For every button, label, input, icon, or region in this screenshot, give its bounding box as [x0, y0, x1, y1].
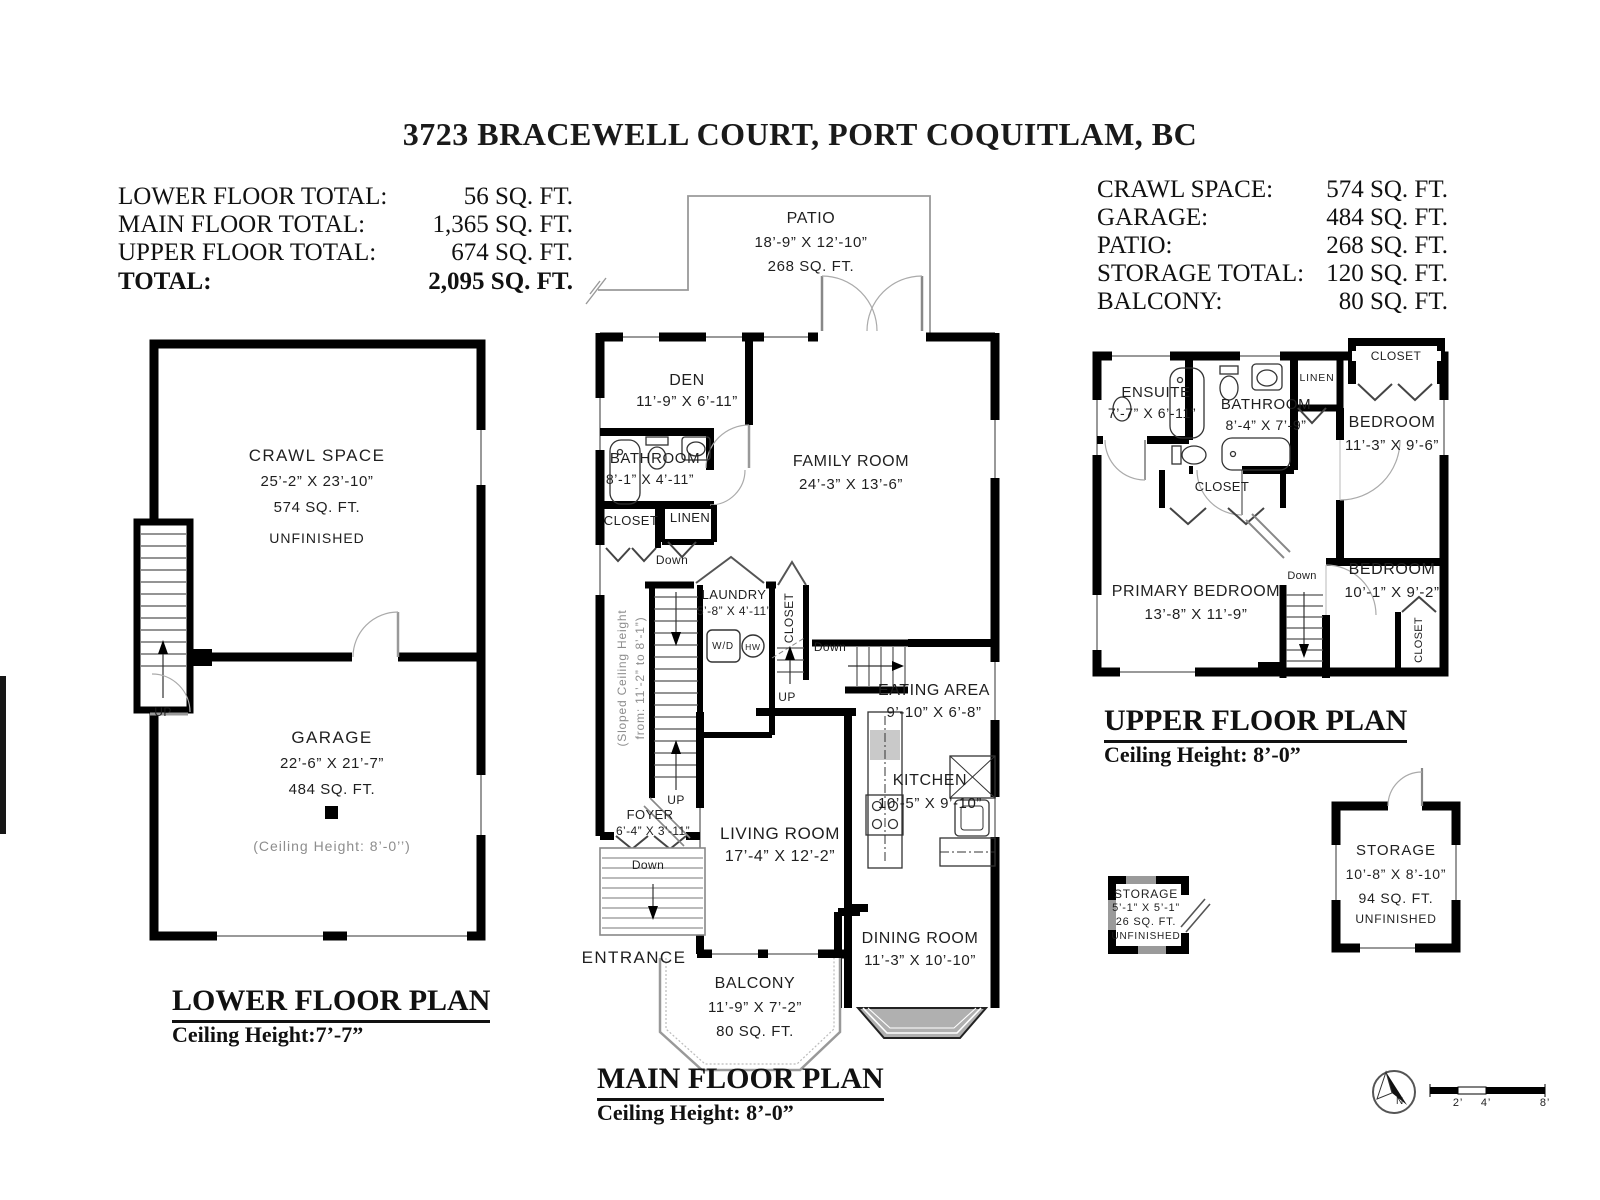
- bedroom2-dims: 10’-1” X 9’-2”: [1344, 584, 1440, 601]
- summary-row-label: BALCONY:: [1097, 288, 1223, 315]
- foyer-label: FOYER: [626, 807, 674, 822]
- main-plan-ceiling: Ceiling Height: 8’-0”: [597, 1100, 794, 1125]
- entrance-label: ENTRANCE: [581, 948, 687, 967]
- stairs-down-label: Down: [655, 553, 689, 567]
- hall-closet-label: CLOSET: [782, 592, 796, 644]
- compass-icon: [1373, 1071, 1415, 1113]
- dining-room-dims: 11’-3” X 10’-10”: [864, 952, 976, 969]
- br-closet-label: CLOSET: [1413, 617, 1425, 663]
- garage-area: 484 SQ. FT.: [288, 781, 376, 798]
- foyer-dims: 6’-4” X 3’-11”: [615, 824, 691, 838]
- patio-area: 268 SQ. FT.: [767, 258, 855, 275]
- main-plan-title: MAIN FLOOR PLAN: [597, 1062, 884, 1101]
- garage-label: GARAGE: [291, 728, 373, 747]
- hall-up-label: UP: [778, 690, 796, 704]
- summary-row-label: TOTAL:: [118, 268, 212, 295]
- summary-row-label: UPPER FLOOR TOTAL:: [118, 239, 377, 266]
- storage-large-label: STORAGE: [1355, 842, 1437, 859]
- summary-row-value: 674 SQ. FT.: [451, 239, 573, 266]
- scale-bar-icon: [1430, 1084, 1545, 1097]
- living-room-label: LIVING ROOM: [720, 824, 840, 843]
- laundry-dims: 5’-8” X 4’-11”: [696, 604, 772, 618]
- summary-row-value: 56 SQ. FT.: [463, 183, 573, 210]
- kitchen-dims: 10’-5” X 9’-10”: [877, 795, 983, 812]
- scale-2ft-label: 2’: [1452, 1097, 1464, 1109]
- eating-area-dims: 9’-10” X 6’-8”: [886, 704, 982, 721]
- ensuite-dims: 7’-7” X 6’-11”: [1107, 405, 1197, 421]
- summary-row-label: LOWER FLOOR TOTAL:: [118, 183, 388, 210]
- top-closet-label: CLOSET: [1370, 349, 1422, 363]
- scale-4ft-label: 4’: [1480, 1097, 1492, 1109]
- lower-plan-ceiling: Ceiling Height:7’-7”: [172, 1022, 364, 1047]
- page-title: 3723 BRACEWELL COURT, PORT COQUITLAM, BC: [402, 116, 1198, 152]
- den-dims: 11’-9” X 6’-11”: [636, 393, 738, 410]
- patio-outline: [586, 196, 930, 333]
- sloped-ceiling-note-2: from: 11’-2” to 8’-1”): [633, 616, 647, 740]
- hot-water-label: HW: [745, 642, 761, 652]
- summary-row-label: MAIN FLOOR TOTAL:: [118, 211, 366, 238]
- summary-row-value: 1,365 SQ. FT.: [432, 211, 573, 238]
- entrance-down-label: Down: [631, 858, 665, 872]
- storage-small-dims: 5’-1” X 5’-1”: [1112, 902, 1180, 914]
- upper-plan-ceiling: Ceiling Height: 8’-0”: [1104, 742, 1301, 767]
- summary-row-label: CRAWL SPACE:: [1097, 176, 1274, 203]
- bedroom2-label: BEDROOM: [1348, 561, 1436, 578]
- summary-row-label: GARAGE:: [1097, 204, 1209, 231]
- lower-up-label: UP: [154, 705, 172, 719]
- storage-small-area: 26 SQ. FT.: [1115, 916, 1177, 928]
- summary-row-value: 484 SQ. FT.: [1326, 204, 1448, 231]
- sloped-ceiling-note-1: (Sloped Ceiling Height: [615, 609, 629, 747]
- kitchen-label: KITCHEN: [892, 772, 968, 789]
- upper-bathroom-label: BATHROOM: [1220, 396, 1312, 413]
- storage-large-area: 94 SQ. FT.: [1358, 890, 1434, 906]
- lower-plan-title: LOWER FLOOR PLAN: [172, 984, 490, 1023]
- garage-dims: 22’-6” X 21’-7”: [279, 755, 385, 772]
- patio-dims: 18’-9” X 12’-10”: [754, 234, 868, 251]
- eating-area-label: EATING AREA: [877, 682, 991, 699]
- main-linen-label: LINEN: [669, 510, 711, 525]
- side-down-label: Down: [813, 640, 847, 654]
- storage-small-label: STORAGE: [1113, 887, 1179, 901]
- patio-label: PATIO: [786, 210, 836, 227]
- crawl-space-dims: 25’-2” X 23’-10”: [260, 473, 374, 490]
- summary-row-value: 574 SQ. FT.: [1326, 176, 1448, 203]
- summary-row-value: 120 SQ. FT.: [1326, 260, 1448, 287]
- storage-large-note: UNFINISHED: [1355, 912, 1437, 926]
- bedroom1-dims: 11’-3” X 9’-6”: [1345, 437, 1439, 454]
- family-room-dims: 24’-3” X 13’-6”: [798, 476, 904, 493]
- ensuite-label: ENSUITE: [1121, 384, 1191, 401]
- washer-dryer-label: W/D: [712, 641, 734, 652]
- den-label: DEN: [669, 372, 705, 389]
- storage-large-dims: 10’-8” X 8’-10”: [1345, 866, 1447, 882]
- hall-up-stairs: [777, 646, 804, 684]
- crawl-space-label: CRAWL SPACE: [248, 446, 386, 465]
- bedroom1-label: BEDROOM: [1348, 414, 1436, 431]
- family-room-label: FAMILY ROOM: [792, 453, 910, 470]
- dining-room-label: DINING ROOM: [861, 930, 979, 947]
- primary-bedroom-label: PRIMARY BEDROOM: [1111, 583, 1281, 600]
- primary-bedroom-dims: 13’-8” X 11’-9”: [1144, 606, 1248, 623]
- summary-row-label: STORAGE TOTAL:: [1097, 260, 1305, 287]
- kitchen-fixtures: [866, 712, 995, 868]
- upper-linen-label: LINEN: [1299, 372, 1335, 384]
- crawl-space-note: UNFINISHED: [269, 530, 365, 546]
- summary-row-value: 80 SQ. FT.: [1338, 288, 1448, 315]
- laundry-label: LAUNDRY: [701, 587, 767, 602]
- summary-row-value: 2,095 SQ. FT.: [428, 268, 573, 295]
- main-bathroom-label: BATHROOM: [609, 450, 701, 467]
- scan-artifact: [0, 676, 6, 834]
- balcony-label: BALCONY: [714, 975, 796, 992]
- storage-small-note: UNFINISHED: [1111, 931, 1181, 942]
- summary-row-label: PATIO:: [1097, 232, 1173, 259]
- foyer-up-label: UP: [667, 793, 685, 807]
- garage-ceiling-note: (Ceiling Height: 8’-0’’): [253, 838, 411, 854]
- compass-north-label: N: [1395, 1096, 1405, 1107]
- lower-stairs: [137, 522, 190, 710]
- upper-plan-title: UPPER FLOOR PLAN: [1104, 704, 1407, 743]
- summary-row-value: 268 SQ. FT.: [1326, 232, 1448, 259]
- main-stairs: [654, 592, 698, 790]
- balcony-dims: 11’-9” X 7’-2”: [708, 999, 802, 1016]
- main-bathroom-dims: 8’-1” X 4’-11”: [605, 471, 695, 487]
- living-room-dims: 17’-4” X 12’-2”: [724, 848, 836, 865]
- crawl-space-area: 574 SQ. FT.: [273, 499, 361, 516]
- upper-down-label: Down: [1287, 570, 1317, 582]
- scale-8ft-label: 8’: [1539, 1097, 1551, 1109]
- upper-bathroom-dims: 8’-4” X 7’-9”: [1225, 417, 1307, 433]
- garage-marker: [325, 806, 338, 819]
- mid-closet-label: CLOSET: [1194, 479, 1250, 494]
- balcony-area: 80 SQ. FT.: [716, 1023, 794, 1040]
- main-closet-label: CLOSET: [603, 513, 659, 528]
